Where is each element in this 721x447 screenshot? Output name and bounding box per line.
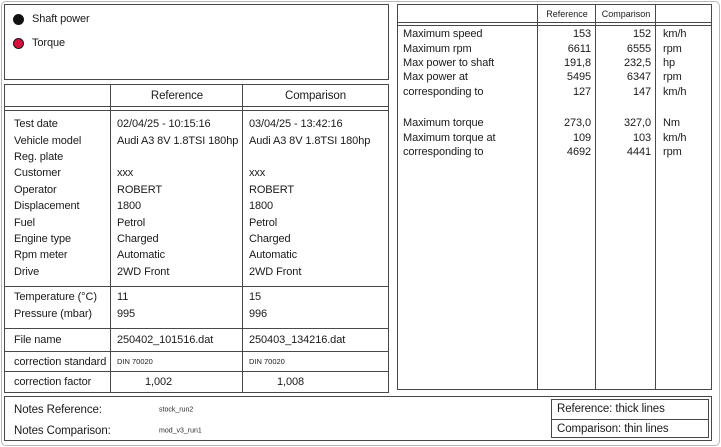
header-reference: Reference xyxy=(150,89,204,102)
comparison-value: 6347 xyxy=(626,71,651,84)
results-body xyxy=(398,25,711,159)
reference-value: Automatic xyxy=(117,249,166,262)
reference-value: 273,0 xyxy=(563,117,591,130)
comparison-value: xxx xyxy=(249,167,266,180)
comparison-value: 03/04/25 - 13:42:16 xyxy=(249,118,343,131)
info-table-header xyxy=(5,85,388,107)
comparison-value: 1800 xyxy=(249,200,274,213)
info-row-displacement xyxy=(5,198,388,214)
shaft-power-dot-icon xyxy=(13,14,24,25)
row-label: Maximum speed xyxy=(403,28,483,41)
row-label: File name xyxy=(14,334,62,346)
info-row-correction-standard xyxy=(5,352,388,371)
unit-label: rpm xyxy=(663,42,682,55)
comparison-value: Automatic xyxy=(249,249,298,262)
unit-label: km/h xyxy=(663,131,687,144)
notes-comparison-value: mod_v3_run1 xyxy=(159,427,202,434)
legend-label: Torque xyxy=(32,37,66,49)
unit-label: rpm xyxy=(663,71,682,84)
row-label: Pressure (mbar) xyxy=(14,307,92,320)
comparison-value: 1,008 xyxy=(277,376,305,388)
reference-value: Petrol xyxy=(117,216,146,229)
info-section-main xyxy=(5,110,388,286)
reference-value: 2WD Front xyxy=(117,265,170,278)
info-row-pressure xyxy=(5,305,388,321)
comparison-value: 6555 xyxy=(626,42,651,55)
unit-label: hp xyxy=(663,56,676,69)
result-row-maximum-speed xyxy=(398,27,711,41)
row-label: Vehicle model xyxy=(14,134,82,147)
info-section-environment xyxy=(5,286,388,328)
reference-value: Audi A3 8V 1.8TSI 180hp xyxy=(117,134,239,147)
line-style-legend xyxy=(551,399,709,438)
result-row-power-corresponding-to xyxy=(398,85,711,99)
legend-item-shaft-power xyxy=(13,9,388,29)
row-label: correction factor xyxy=(14,376,92,388)
results-table xyxy=(397,4,712,390)
comparison-value: DIN 70020 xyxy=(249,357,285,366)
row-label: Temperature (°C) xyxy=(14,291,97,304)
row-label: Customer xyxy=(14,167,61,180)
row-label: Max power to shaft xyxy=(403,56,495,69)
header-reference: Reference xyxy=(546,8,588,19)
comparison-value: 996 xyxy=(249,307,268,320)
info-row-rpm-meter xyxy=(5,247,388,263)
unit-label: rpm xyxy=(663,145,682,158)
unit-label: km/h xyxy=(663,28,687,41)
row-label: Displacement xyxy=(14,200,80,213)
torque-dot-icon xyxy=(13,38,24,49)
info-row-temperature xyxy=(5,289,388,305)
result-row-torque-corresponding-to xyxy=(398,145,711,159)
reference-value: 6611 xyxy=(567,42,591,55)
line-legend-reference: Reference: thick lines xyxy=(552,400,708,420)
series-legend xyxy=(4,4,389,80)
comparison-value: 4441 xyxy=(626,145,651,158)
result-row-max-power-to-shaft xyxy=(398,56,711,70)
row-label: Maximum torque at xyxy=(403,131,496,144)
row-label: correction standard xyxy=(14,355,107,368)
comparison-value: Petrol xyxy=(249,216,278,229)
reference-value: DIN 70020 xyxy=(117,357,153,366)
reference-value: xxx xyxy=(117,167,134,180)
comparison-value: Charged xyxy=(249,232,291,245)
notes-box xyxy=(4,396,712,441)
info-row-operator xyxy=(5,182,388,198)
test-info-table xyxy=(4,84,389,393)
legend-label: Shaft power xyxy=(32,13,90,25)
comparison-value: 232,5 xyxy=(623,56,651,69)
comparison-value: 2WD Front xyxy=(249,265,302,278)
row-label: Operator xyxy=(14,183,57,196)
result-row-max-power-at xyxy=(398,70,711,84)
comparison-value: 250403_134216.dat xyxy=(249,334,346,346)
info-row-file-name xyxy=(5,329,388,351)
info-row-reg-plate xyxy=(5,149,388,165)
info-row-drive xyxy=(5,264,388,280)
reference-value: Charged xyxy=(117,232,159,245)
reference-value: 995 xyxy=(117,307,136,320)
result-row-maximum-torque-at xyxy=(398,130,711,144)
notes-reference-label: Notes Reference: xyxy=(14,403,102,416)
row-label: Drive xyxy=(14,265,40,278)
row-label: Reg. plate xyxy=(14,150,64,163)
info-section-file xyxy=(5,328,388,351)
row-label: Test date xyxy=(14,118,58,131)
header-comparison: Comparison xyxy=(285,89,346,102)
unit-label: km/h xyxy=(663,85,687,98)
comparison-value: 103 xyxy=(632,131,651,144)
row-label: corresponding to xyxy=(403,85,484,98)
notes-reference-value: stock_run2 xyxy=(159,406,194,413)
reference-value: ROBERT xyxy=(117,183,163,196)
unit-label: Nm xyxy=(663,117,680,130)
results-table-header xyxy=(398,5,711,23)
line-legend-comparison: Comparison: thin lines xyxy=(557,422,669,435)
reference-value: 02/04/25 - 10:15:16 xyxy=(117,118,211,131)
comparison-value: 147 xyxy=(632,85,651,98)
results-group-torque xyxy=(398,116,711,159)
info-row-vehicle-model xyxy=(5,132,388,148)
reference-value: 191,8 xyxy=(563,56,591,69)
legend-item-torque xyxy=(13,33,388,53)
info-section-correction-factor xyxy=(5,371,388,392)
reference-value: 127 xyxy=(572,85,591,98)
result-row-maximum-rpm xyxy=(398,41,711,55)
comparison-value: ROBERT xyxy=(249,183,295,196)
comparison-value: 327,0 xyxy=(623,117,651,130)
row-label: Rpm meter xyxy=(14,249,68,262)
info-row-correction-factor xyxy=(5,372,388,392)
results-group-power xyxy=(398,27,711,99)
reference-value: 4692 xyxy=(566,145,591,158)
row-label: Engine type xyxy=(14,232,71,245)
row-label: Maximum rpm xyxy=(403,42,472,55)
header-comparison: Comparison xyxy=(601,8,651,19)
info-row-test-date xyxy=(5,116,388,132)
row-label: corresponding to xyxy=(403,145,484,158)
info-row-customer xyxy=(5,165,388,181)
comparison-value: 152 xyxy=(632,28,651,41)
reference-value: 1,002 xyxy=(145,376,173,388)
row-label: Fuel xyxy=(14,216,35,229)
notes-comparison-label: Notes Comparison: xyxy=(14,424,111,437)
row-label: Max power at xyxy=(403,71,468,84)
reference-value: 1800 xyxy=(117,200,142,213)
reference-value: 250402_101516.dat xyxy=(117,334,214,346)
row-label: Maximum torque xyxy=(403,117,484,130)
comparison-value: Audi A3 8V 1.8TSI 180hp xyxy=(249,134,371,147)
reference-value: 5495 xyxy=(566,71,591,84)
reference-value: 109 xyxy=(572,131,591,144)
info-section-correction-standard xyxy=(5,351,388,371)
reference-value: 11 xyxy=(117,291,129,304)
result-row-maximum-torque xyxy=(398,116,711,130)
info-row-engine-type xyxy=(5,231,388,247)
reference-value: 153 xyxy=(572,28,591,41)
info-row-fuel xyxy=(5,214,388,230)
comparison-value: 15 xyxy=(249,291,262,304)
